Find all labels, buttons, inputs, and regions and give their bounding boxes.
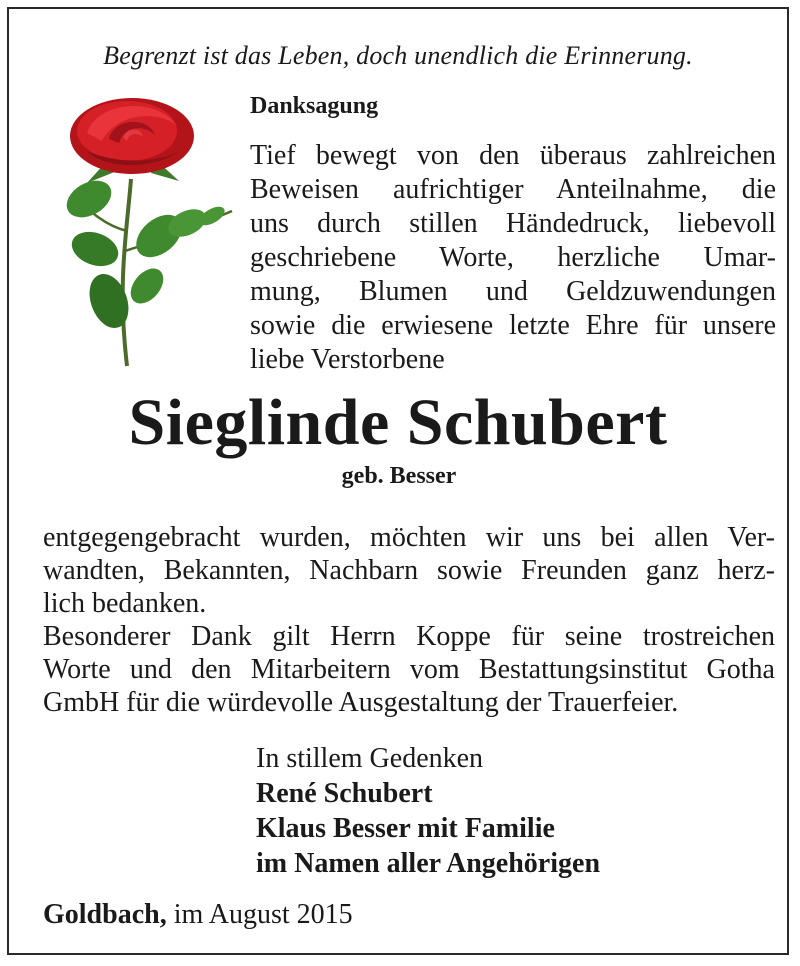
signer: René Schubert	[256, 778, 433, 809]
intro-line: Tief bewegt von den überaus zahlreichen	[250, 140, 776, 171]
intro-paragraph	[250, 139, 776, 377]
heading: Danksagung	[250, 93, 379, 119]
intro-line: geschriebene Worte, herzliche Umar-	[250, 242, 776, 273]
intro-line: uns durch stillen Händedruck, liebevoll	[250, 208, 776, 239]
body-line: lich bedanken.	[43, 588, 207, 619]
obituary-card	[7, 7, 789, 955]
place-date	[43, 899, 353, 931]
body-paragraph	[43, 521, 775, 719]
body-line: Besonderer Dank gilt Herrn Koppe für seine trostreichen	[43, 621, 775, 652]
place: Goldbach,	[43, 899, 167, 930]
signer: Klaus Besser mit Familie	[256, 813, 555, 844]
red-rose-icon	[47, 91, 247, 371]
deceased-name: Sieglinde Schubert	[128, 386, 668, 459]
signer: im Namen aller Angehörigen	[256, 848, 601, 879]
body-line: entgegengebracht wurden, möchten wir uns bei allen Ver-	[43, 522, 775, 553]
date: im August 2015	[173, 899, 353, 930]
intro-line: sowie die erwiesene letzte Ehre für unsere	[250, 310, 776, 341]
intro-line: mung, Blumen und Geldzuwendungen	[250, 276, 776, 307]
intro-line: liebe Verstorbene	[250, 344, 445, 375]
body-line: GmbH für die würdevolle Ausgestaltung der Trauerfeier.	[43, 687, 679, 718]
intro-line: Beweisen aufrichtiger Anteilnahme, die	[250, 174, 776, 205]
body-line: Worte und den Mitarbeitern vom Bestattungsinstitut Gotha	[43, 654, 775, 685]
maiden-name: geb. Besser	[341, 463, 457, 489]
body-line: wandten, Bekannten, Nachbarn sowie Freunden ganz herz-	[43, 555, 775, 586]
signoff: In stillem Gedenken	[256, 743, 484, 774]
motto: Begrenzt ist das Leben, doch unendlich die Erinnerung.	[103, 41, 693, 70]
signature-block	[256, 741, 600, 881]
